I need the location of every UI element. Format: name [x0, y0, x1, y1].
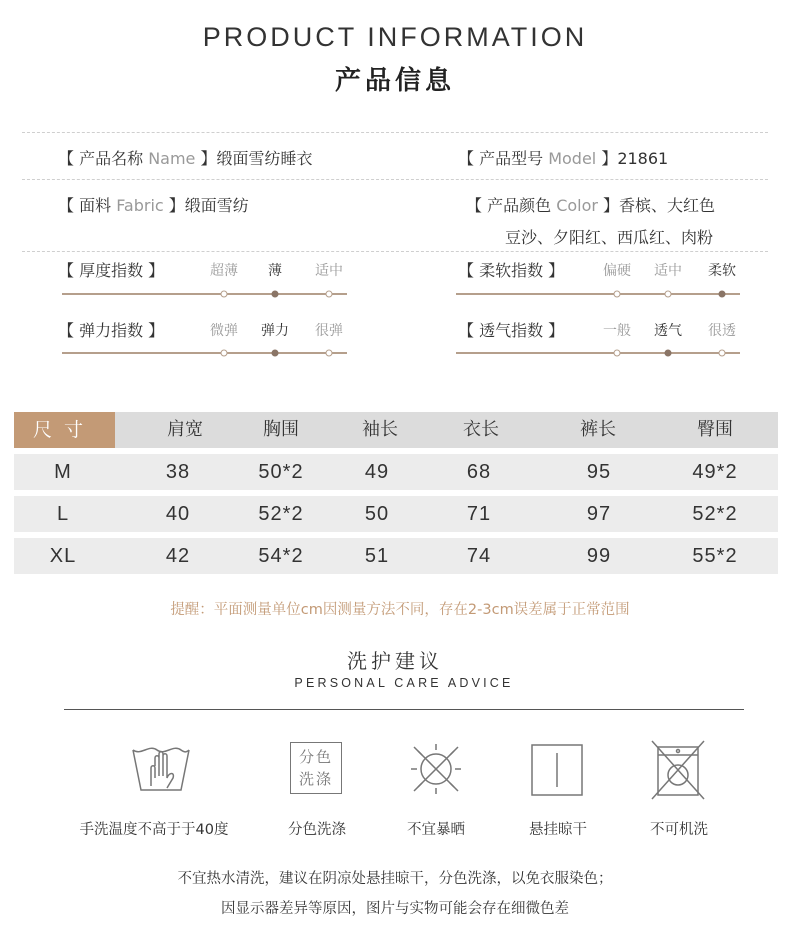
title-english: PRODUCT INFORMATION [202, 22, 588, 52]
value-cell: 74 [466, 545, 492, 567]
value-cell: 50 [364, 503, 390, 525]
separate-wash-icon-text: 分色 [298, 748, 333, 766]
value-cell: 42 [165, 545, 191, 567]
breathability-dot [719, 350, 726, 357]
color-difference-note: 因显示器差异等原因，图片与实物可能会存在细微色差 [221, 901, 569, 917]
elasticity-option-selected: 弹力 [261, 323, 289, 339]
divider [22, 132, 768, 133]
thickness-dot [221, 291, 228, 298]
value-cell: 99 [586, 545, 612, 567]
care-label: 不可机洗 [650, 822, 708, 838]
divider [22, 251, 768, 252]
size-header-label: 尺寸 [14, 412, 115, 448]
breathability-dot [614, 350, 621, 357]
header-cell: 袖长 [362, 419, 398, 440]
elasticity-dot [221, 350, 228, 357]
table-row [14, 454, 778, 490]
thickness-dot-selected [272, 291, 279, 298]
softness-dot [614, 291, 621, 298]
size-cell: L [56, 503, 70, 525]
header-cell: 裤长 [580, 419, 616, 440]
elasticity-dot [326, 350, 333, 357]
care-note: 不宜热水清洗，建议在阴凉处悬挂晾干，分色洗涤，以免衣服染色； [177, 871, 613, 887]
care-label: 悬挂晾干 [529, 822, 587, 838]
value-cell: 55*2 [692, 545, 738, 567]
product-model: 【 产品型号 Model 】21861 [458, 149, 669, 168]
header-cell: 肩宽 [167, 419, 203, 440]
table-row [14, 496, 778, 532]
elasticity-option: 很弹 [315, 323, 343, 339]
softness-option-selected: 柔软 [708, 263, 736, 279]
value-cell: 68 [466, 461, 492, 483]
elasticity-option: 微弹 [210, 323, 238, 339]
care-title-chinese: 洗护建议 [347, 649, 443, 673]
product-fabric: 【 面料 Fabric 】缎面雪纺 [58, 196, 249, 215]
header-cell: 胸围 [263, 419, 299, 440]
title-chinese: 产品信息 [334, 66, 455, 96]
value-cell: 95 [586, 461, 612, 483]
elasticity-scale [62, 352, 347, 354]
breathability-dot-selected [665, 350, 672, 357]
value-cell: 52*2 [692, 503, 738, 525]
softness-option: 偏硬 [603, 263, 631, 279]
thickness-option: 超薄 [210, 263, 238, 279]
table-row [14, 538, 778, 574]
thickness-dot [326, 291, 333, 298]
care-label: 不宜暴晒 [407, 822, 465, 838]
measurement-tip: 提醒：平面测量单位cm因测量方法不同，存在2-3cm误差属于正常范围 [170, 602, 630, 618]
size-cell: XL [49, 545, 77, 567]
thickness-scale [62, 293, 347, 295]
breathability-label: 【 透气指数 】 [458, 321, 565, 340]
value-cell: 52*2 [258, 503, 304, 525]
value-cell: 40 [165, 503, 191, 525]
size-table-header [14, 412, 778, 448]
breathability-scale [456, 352, 740, 354]
product-color: 【 产品颜色 Color 】香槟、大红色 [466, 196, 716, 215]
size-table [14, 412, 778, 580]
no-sun-icon [406, 738, 466, 800]
softness-label: 【 柔软指数 】 [458, 261, 565, 280]
separate-wash-icon-text: 洗涤 [298, 770, 333, 788]
care-label: 手洗温度不高于于40度 [79, 822, 229, 838]
elasticity-dot-selected [272, 350, 279, 357]
care-label: 分色洗涤 [288, 822, 346, 838]
thickness-option: 适中 [315, 263, 343, 279]
value-cell: 51 [364, 545, 390, 567]
thickness-label: 【 厚度指数 】 [58, 261, 165, 280]
separate-wash-icon [290, 742, 342, 794]
softness-dot [665, 291, 672, 298]
value-cell: 50*2 [258, 461, 304, 483]
elasticity-label: 【 弹力指数 】 [58, 321, 165, 340]
value-cell: 49 [364, 461, 390, 483]
hang-dry-icon [527, 738, 587, 800]
value-cell: 97 [586, 503, 612, 525]
product-color-line2: 豆沙、夕阳红、西瓜红、肉粉 [505, 228, 714, 247]
breathability-option: 一般 [603, 323, 631, 339]
header-cell: 衣长 [463, 419, 499, 440]
softness-dot-selected [719, 291, 726, 298]
product-name: 【 产品名称 Name 】缎面雪纺睡衣 [58, 149, 313, 168]
hand-wash-icon [131, 738, 191, 800]
no-machine-wash-icon [648, 738, 708, 800]
divider [22, 179, 768, 180]
header-cell: 臀围 [697, 419, 733, 440]
breathability-option-selected: 透气 [654, 323, 682, 339]
value-cell: 71 [466, 503, 492, 525]
thickness-option-selected: 薄 [268, 263, 282, 279]
value-cell: 54*2 [258, 545, 304, 567]
softness-scale [456, 293, 740, 295]
softness-option: 适中 [654, 263, 682, 279]
value-cell: 38 [165, 461, 191, 483]
care-divider [64, 709, 744, 710]
care-title-english: PERSONAL CARE ADVICE [294, 676, 514, 690]
size-cell: M [54, 461, 72, 483]
value-cell: 49*2 [692, 461, 738, 483]
breathability-option: 很透 [708, 323, 736, 339]
